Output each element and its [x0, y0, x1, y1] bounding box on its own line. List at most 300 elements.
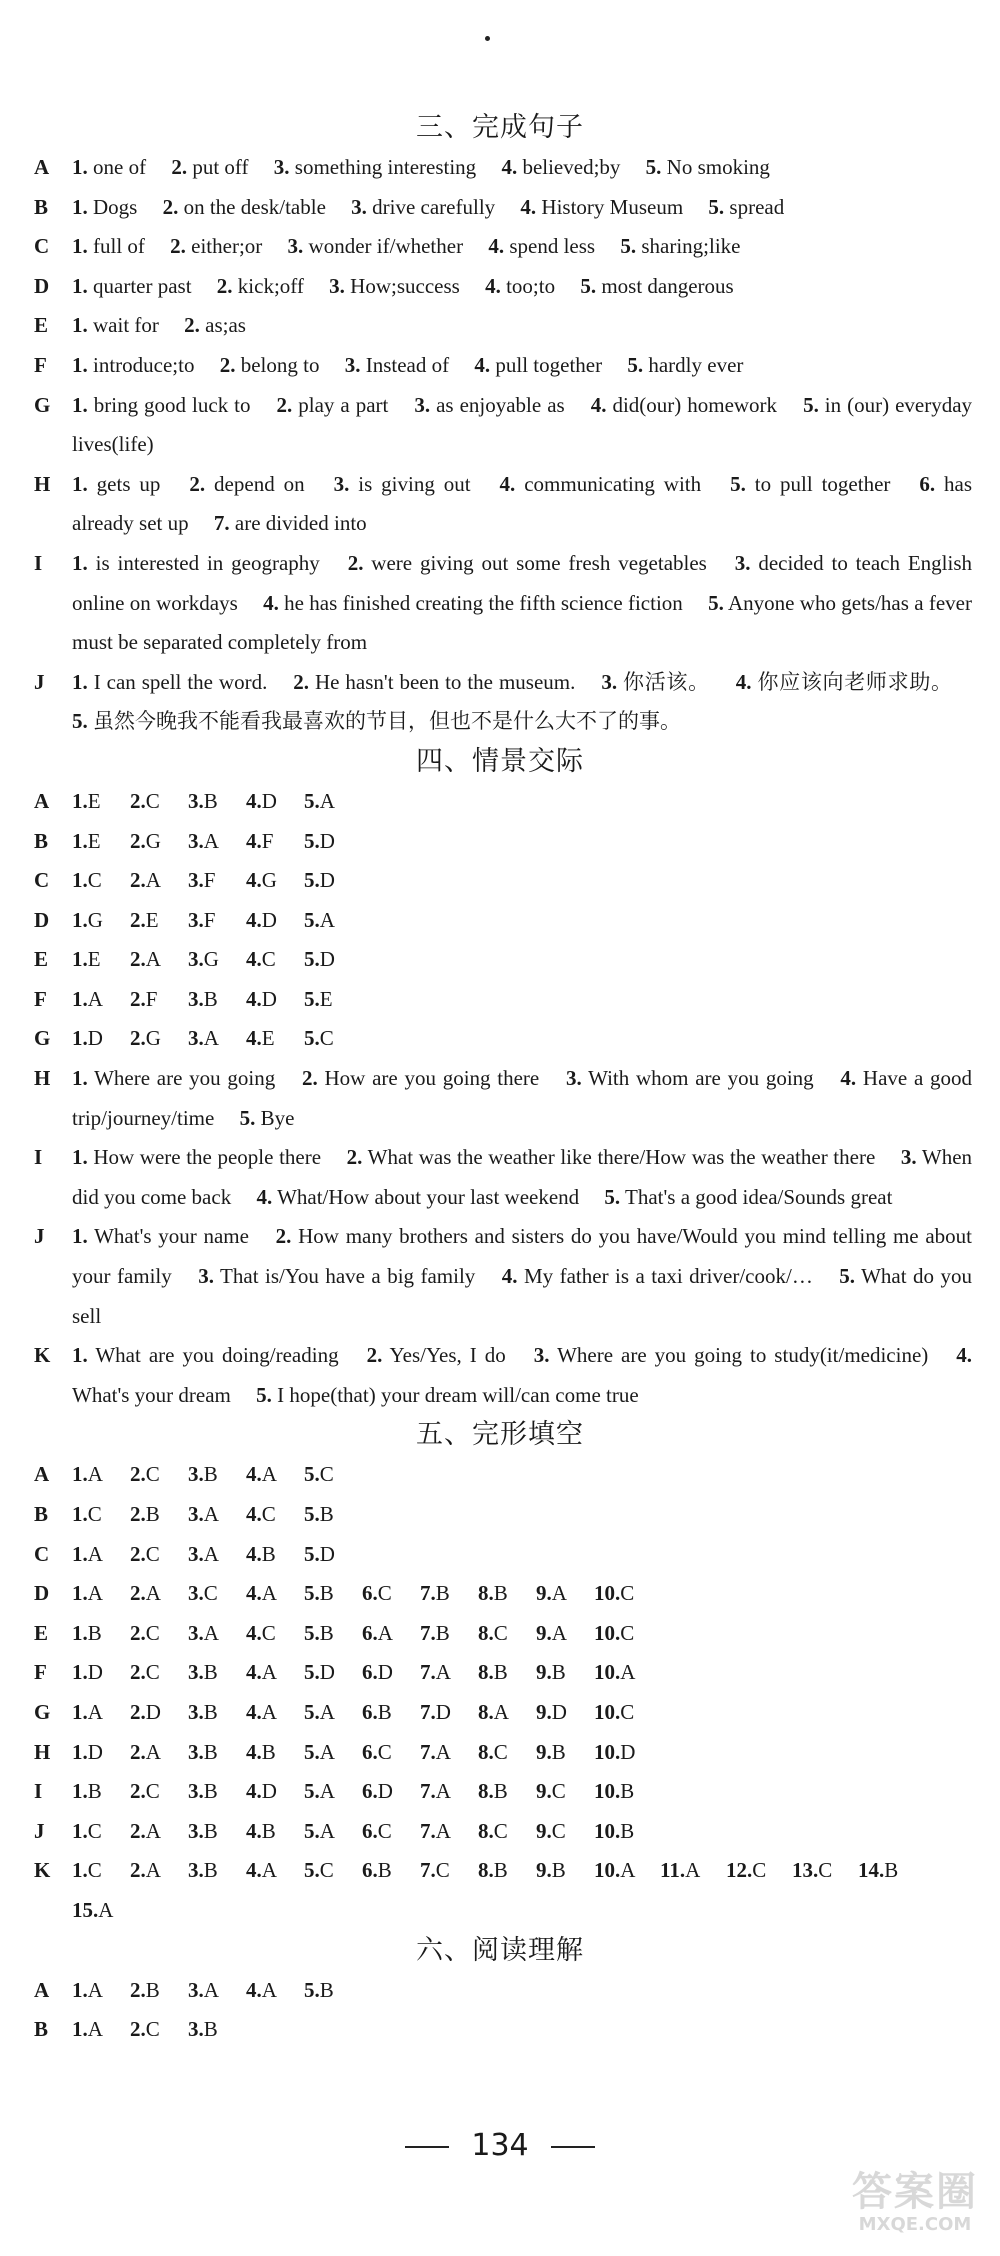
- answer-row: [34, 465, 972, 544]
- answer-text-value: Dogs: [87, 194, 138, 219]
- answer-text: [72, 227, 972, 267]
- answer-number: 7.: [420, 1779, 436, 1804]
- answer-number: 3.: [351, 194, 367, 219]
- answer-number: 3.: [533, 1343, 550, 1368]
- answer-cell: [72, 1653, 130, 1693]
- answer-cell: [130, 901, 188, 941]
- answer-text-value: either;or: [185, 234, 263, 259]
- answer-letter: D: [145, 1699, 161, 1724]
- row-label: B: [34, 2017, 49, 2042]
- answer-text-value: History Museum: [536, 194, 684, 219]
- row-label: D: [34, 907, 50, 932]
- answer-number: 10.: [594, 1660, 621, 1685]
- answer-grid: [72, 1535, 972, 1575]
- answer-number: 1.: [72, 1858, 88, 1883]
- answer-letter: A: [203, 1977, 219, 2002]
- answer-cell: [594, 1653, 660, 1693]
- answer-letter: D: [87, 1739, 103, 1764]
- answer-cell: [246, 1535, 304, 1575]
- answer-cell: [478, 1574, 536, 1614]
- answer-text-value: I can spell the word.: [87, 669, 268, 694]
- answer-number: 6.: [362, 1699, 378, 1724]
- answer-letter: A: [87, 1699, 103, 1724]
- answer-grid: [72, 1733, 972, 1773]
- answer-item: [277, 393, 389, 417]
- answer-number: 5.: [304, 1462, 320, 1487]
- answer-cell: [188, 1455, 246, 1495]
- answer-number: 4.: [246, 1462, 262, 1487]
- answer-text-value: Where are you going: [87, 1066, 276, 1091]
- answer-number: 1.: [72, 1581, 88, 1606]
- answer-number: 3.: [188, 868, 204, 893]
- section-title: 五、完形填空: [416, 1419, 584, 1451]
- answer-number: 5.: [839, 1264, 856, 1289]
- answer-number: 1.: [72, 352, 88, 377]
- answer-cell: [72, 1891, 138, 1931]
- answer-row: [34, 2010, 972, 2050]
- row-label: H: [34, 1739, 51, 1764]
- answer-number: 8.: [478, 1620, 494, 1645]
- answer-letter: C: [435, 1858, 450, 1883]
- answer-text-value: When did you come back: [72, 1145, 973, 1209]
- answer-number: 4.: [246, 1620, 262, 1645]
- answer-letter: B: [493, 1660, 508, 1685]
- answer-item: [288, 234, 464, 258]
- answer-letter: D: [319, 828, 335, 853]
- answer-cell: [420, 1574, 478, 1614]
- answer-number: 1.: [72, 273, 88, 298]
- answer-cell: [188, 1971, 246, 2011]
- answer-text-value: in (our) everyday lives(life): [72, 392, 973, 457]
- answer-cell: [72, 1535, 130, 1575]
- answer-cell: [536, 1653, 594, 1693]
- answer-letter: C: [145, 1620, 160, 1645]
- answer-text: [72, 544, 972, 663]
- answer-text-value: 你应该向老师求助。: [751, 669, 953, 694]
- answer-number: 1.: [72, 1541, 88, 1566]
- answer-number: 5.: [803, 392, 819, 417]
- answer-letter: C: [87, 1502, 102, 1526]
- answer-item: [501, 155, 620, 179]
- answer-item: [72, 1145, 321, 1169]
- answer-cell: [536, 1851, 594, 1891]
- answer-letter: B: [203, 1818, 218, 1843]
- answer-row: [34, 386, 972, 465]
- answer-text-value: communicating with: [515, 471, 702, 496]
- answer-text: [72, 1138, 972, 1217]
- answer-number: 10.: [594, 1620, 621, 1645]
- answer-text-value: How were the people there: [87, 1145, 322, 1170]
- answer-cell: [130, 1971, 188, 2011]
- answer-item: [256, 1185, 579, 1209]
- answer-text-value: he has finished creating the fifth science fiction: [278, 590, 683, 615]
- answer-text-value: is interested in geography: [87, 550, 320, 575]
- answer-cell: [246, 782, 304, 822]
- answer-letter: B: [551, 1739, 566, 1764]
- answer-row: [34, 1019, 972, 1059]
- answer-number: 5.: [304, 788, 320, 813]
- answer-number: 2.: [130, 868, 146, 893]
- answer-cell: [246, 861, 304, 901]
- answer-number: 3.: [188, 1581, 204, 1606]
- answer-number: 5.: [580, 273, 597, 298]
- answer-cell: [130, 2010, 188, 2050]
- answer-cell: [72, 782, 130, 822]
- answer-row: [34, 663, 972, 742]
- answer-row: [34, 782, 972, 822]
- answer-text: [72, 148, 972, 188]
- answer-text-value: 虽然今晚我不能看我最喜欢的节目，但也不是什么大不了的事。: [87, 709, 681, 734]
- answer-row: [34, 1693, 972, 1733]
- answer-cell: [362, 1614, 420, 1654]
- answer-letter: A: [685, 1858, 701, 1883]
- answer-cell: [130, 1495, 188, 1535]
- answer-number: 3.: [900, 1145, 917, 1170]
- answer-text-value: too;to: [500, 273, 556, 298]
- answer-letter: C: [319, 1026, 334, 1051]
- answer-row: [34, 1653, 972, 1693]
- answer-text-value: hardly ever: [643, 352, 744, 377]
- answer-cell: [304, 1653, 362, 1693]
- answer-cell: [72, 940, 130, 980]
- answer-cell: [130, 1693, 188, 1733]
- answer-letter: C: [551, 1818, 566, 1843]
- answer-letter: C: [319, 1858, 334, 1883]
- answer-letter: B: [493, 1581, 508, 1606]
- answer-text-value: He hasn't been to the museum.: [309, 669, 576, 694]
- answer-number: 3.: [734, 550, 751, 575]
- answer-number: 8.: [478, 1660, 494, 1685]
- row-label: E: [34, 947, 49, 972]
- answer-text: [72, 663, 972, 742]
- answer-cell: [246, 1733, 304, 1773]
- answer-item: [736, 670, 952, 694]
- answer-number: 3.: [188, 947, 204, 972]
- answer-number: 10.: [594, 1858, 621, 1883]
- answer-letter: A: [620, 1858, 636, 1883]
- answer-cell: [362, 1653, 420, 1693]
- answer-cell: [72, 1851, 130, 1891]
- answer-number: 7.: [420, 1818, 436, 1843]
- answer-number: 2.: [130, 2017, 146, 2042]
- answer-letter: E: [87, 947, 101, 972]
- answer-number: 2.: [130, 1541, 146, 1566]
- answer-cell: [188, 861, 246, 901]
- row-label: H: [34, 1066, 51, 1091]
- answer-text-value: No smoking: [661, 155, 770, 179]
- answer-number: 5.: [256, 1382, 272, 1407]
- answer-letter: A: [203, 1541, 219, 1566]
- answer-cell: [246, 1019, 304, 1059]
- answer-letter: B: [493, 1858, 508, 1883]
- answer-text: [72, 1336, 972, 1415]
- footer-left-dash: [405, 2146, 449, 2148]
- answer-letter: D: [261, 788, 277, 813]
- answer-cell: [130, 1851, 188, 1891]
- answer-cell: [246, 822, 304, 862]
- answer-number: 2.: [130, 986, 146, 1011]
- answer-letter: C: [493, 1818, 508, 1843]
- answer-text-value: How;success: [344, 273, 460, 298]
- answer-text-value: What was the weather like there/How was the weather there: [362, 1145, 876, 1170]
- answer-number: 5.: [304, 907, 320, 932]
- answer-cell: [478, 1812, 536, 1852]
- answer-number: 2.: [162, 194, 179, 219]
- answer-row: [34, 1495, 972, 1535]
- answer-text-value: pull together: [490, 352, 603, 377]
- answer-letter: A: [87, 986, 103, 1011]
- answer-letter: C: [87, 868, 102, 893]
- answer-number: 3.: [188, 788, 204, 813]
- answer-cell: [72, 1812, 130, 1852]
- answer-text-value: Instead of: [360, 352, 450, 377]
- answer-cell: [72, 1455, 130, 1495]
- answer-cell: [130, 1812, 188, 1852]
- answer-cell: [420, 1851, 478, 1891]
- answer-grid: [72, 1019, 972, 1059]
- answer-number: 3.: [188, 2017, 204, 2042]
- answer-cell: [246, 1772, 304, 1812]
- answer-cell: [362, 1693, 420, 1733]
- answer-number: 4.: [840, 1066, 857, 1091]
- answer-text-value: gets up: [87, 471, 161, 496]
- answer-letter: B: [203, 1779, 218, 1804]
- row-label: A: [34, 1462, 50, 1487]
- answer-number: 4.: [488, 234, 505, 259]
- answer-text-value: were giving out some fresh vegetables: [363, 550, 707, 575]
- answer-number: 3.: [188, 1739, 204, 1764]
- answer-letter: G: [145, 828, 161, 853]
- answer-number: 11.: [660, 1858, 686, 1883]
- answer-number: 1.: [72, 1145, 88, 1170]
- answer-number: 3.: [601, 669, 618, 694]
- answer-cell: [478, 1693, 536, 1733]
- answer-number: 3.: [198, 1264, 214, 1289]
- answer-number: 4.: [246, 947, 262, 972]
- answer-row: [34, 861, 972, 901]
- answer-grid: [72, 901, 972, 941]
- answer-letter: A: [319, 1699, 335, 1724]
- answer-number: 3.: [188, 828, 204, 853]
- answer-cell: [72, 2010, 130, 2050]
- answer-cell: [72, 901, 130, 941]
- row-label: A: [34, 1977, 50, 2002]
- answer-grid: [72, 822, 972, 862]
- answer-number: 13.: [792, 1858, 819, 1883]
- answer-item: [646, 155, 770, 179]
- answer-number: 5.: [304, 947, 320, 972]
- answer-letter: F: [203, 868, 216, 893]
- answer-number: 1.: [72, 986, 88, 1011]
- answer-cell: [420, 1693, 478, 1733]
- answer-number: 4.: [246, 1818, 262, 1843]
- answer-number: 5.: [239, 1105, 256, 1130]
- answer-cell: [594, 1772, 660, 1812]
- answer-cell: [130, 782, 188, 822]
- answer-text: [72, 1059, 972, 1138]
- answer-number: 5.: [304, 1660, 320, 1685]
- answer-item: [72, 670, 267, 694]
- answer-number: 2.: [170, 234, 186, 259]
- answer-number: 2.: [130, 907, 146, 932]
- answer-number: 3.: [188, 1026, 204, 1051]
- answer-number: 5.: [304, 1620, 320, 1645]
- answer-number: 4.: [499, 471, 516, 496]
- answer-cell: [188, 822, 246, 862]
- answer-cell: [420, 1653, 478, 1693]
- answer-row: [34, 306, 972, 346]
- answer-number: 3.: [188, 1818, 204, 1843]
- row-label: K: [34, 1858, 51, 1883]
- answer-number: 7.: [420, 1620, 436, 1645]
- answer-letter: B: [261, 1818, 276, 1843]
- answer-number: 7.: [420, 1699, 436, 1724]
- answer-grid: [72, 1653, 972, 1693]
- answer-cell: [72, 1614, 130, 1654]
- answer-cell: [304, 1971, 362, 2011]
- answer-cell: [304, 1812, 362, 1852]
- answer-letter: A: [435, 1739, 451, 1764]
- answer-item: [414, 393, 564, 417]
- answer-text-value: on the desk/table: [178, 194, 326, 219]
- answer-text: [72, 1217, 972, 1336]
- answer-row: [34, 1851, 972, 1930]
- answer-text-value: Where are you going to study(it/medicine): [549, 1343, 929, 1368]
- answer-text-value: full of: [87, 234, 145, 259]
- answer-row: [34, 267, 972, 307]
- answer-number: 5.: [304, 1581, 320, 1606]
- answer-cell: [478, 1851, 536, 1891]
- answer-number: 8.: [478, 1779, 494, 1804]
- answer-letter: B: [377, 1699, 392, 1724]
- answer-letter: A: [377, 1620, 393, 1645]
- answer-cell: [188, 1574, 246, 1614]
- answer-number: 6.: [362, 1858, 378, 1883]
- answer-cell: [594, 1851, 660, 1891]
- row-label: G: [34, 1699, 51, 1724]
- answer-item: [240, 1106, 295, 1130]
- answer-number: 9.: [536, 1779, 552, 1804]
- answer-cell: [478, 1733, 536, 1773]
- answer-grid: [72, 980, 972, 1020]
- answer-letter: A: [319, 1818, 335, 1843]
- answer-letter: D: [319, 868, 335, 893]
- answer-item: [348, 551, 707, 575]
- answer-number: 4.: [246, 1026, 262, 1051]
- answer-text-value: spend less: [504, 234, 596, 259]
- answer-row: [34, 1772, 972, 1812]
- answer-number: 5.: [604, 1184, 621, 1209]
- answer-item: [500, 472, 702, 496]
- answer-letter: A: [203, 828, 219, 853]
- answer-number: 8.: [478, 1739, 494, 1764]
- answer-letter: D: [620, 1739, 636, 1764]
- answer-letter: A: [87, 1541, 103, 1566]
- answer-number: 4.: [501, 155, 518, 179]
- answer-letter: D: [261, 1779, 277, 1804]
- answer-number: 1.: [72, 1026, 88, 1051]
- answer-cell: [130, 980, 188, 1020]
- answer-item: [72, 313, 159, 337]
- answer-text-value: something interesting: [289, 155, 477, 179]
- answer-number: 4.: [590, 392, 607, 417]
- answer-number: 5.: [304, 1977, 320, 2002]
- answer-letter: A: [261, 1462, 277, 1487]
- answer-text-value: kick;off: [232, 273, 304, 298]
- answer-number: 3.: [188, 1620, 204, 1645]
- answer-cell: [420, 1614, 478, 1654]
- answer-item: [72, 155, 146, 179]
- row-label: J: [34, 1224, 45, 1249]
- answer-number: 4.: [256, 1184, 273, 1209]
- answer-letter: C: [87, 1858, 102, 1883]
- answer-item: [171, 155, 248, 179]
- answer-text-value: What's your name: [87, 1224, 249, 1249]
- answer-letter: C: [377, 1739, 392, 1764]
- answer-number: 2.: [366, 1343, 383, 1368]
- answer-number: 2.: [130, 1779, 146, 1804]
- answer-item: [163, 195, 326, 219]
- answer-number: 8.: [478, 1858, 494, 1883]
- answer-cell: [420, 1812, 478, 1852]
- answer-letter: B: [203, 1739, 218, 1764]
- answer-number: 1.: [72, 1977, 88, 2002]
- answer-letter: D: [435, 1699, 451, 1724]
- answer-number: 1.: [72, 907, 88, 932]
- answer-text: [72, 188, 972, 228]
- row-label: J: [34, 1818, 45, 1843]
- answer-number: 2.: [130, 1620, 146, 1645]
- answer-cell: [130, 861, 188, 901]
- answer-text-value: That is/You have a big family: [213, 1264, 476, 1289]
- answer-number: 1.: [72, 234, 88, 259]
- row-label: C: [34, 234, 50, 259]
- answer-letter: C: [319, 1462, 334, 1487]
- answer-letter: G: [261, 868, 277, 893]
- answer-number: 6.: [362, 1779, 378, 1804]
- page-footer: [0, 2128, 1000, 2163]
- answer-letter: C: [620, 1581, 635, 1606]
- answer-number: 2.: [216, 273, 233, 298]
- answer-letter: B: [377, 1858, 392, 1883]
- answer-text-value: That's a good idea/Sounds great: [620, 1184, 893, 1209]
- answer-row: [34, 1059, 972, 1138]
- answer-number: 4.: [520, 194, 537, 219]
- answer-number: 5.: [304, 1858, 320, 1883]
- answer-number: 4.: [474, 352, 491, 377]
- answer-letter: A: [551, 1620, 567, 1645]
- answer-letter: B: [319, 1977, 334, 2002]
- answer-item: [708, 195, 784, 219]
- answer-letter: C: [752, 1858, 767, 1883]
- row-label: I: [34, 550, 43, 575]
- answer-number: 14.: [858, 1858, 885, 1883]
- answer-letter: A: [87, 1581, 103, 1606]
- answer-number: 2.: [130, 1818, 146, 1843]
- answer-cell: [188, 1495, 246, 1535]
- answer-grid: [72, 1574, 972, 1614]
- answer-letter: B: [493, 1779, 508, 1804]
- answer-section: [0, 1971, 1000, 2050]
- answer-number: 2.: [219, 352, 236, 377]
- answer-number: 5.: [730, 471, 746, 496]
- answer-number: 2.: [130, 1581, 146, 1606]
- answer-cell: [130, 1733, 188, 1773]
- answer-item: [604, 1185, 892, 1209]
- answer-row: [34, 1614, 972, 1654]
- answer-text-value: How many brothers and sisters do you have/Would you mind telling me about your family: [72, 1224, 972, 1289]
- answer-item: [72, 393, 251, 417]
